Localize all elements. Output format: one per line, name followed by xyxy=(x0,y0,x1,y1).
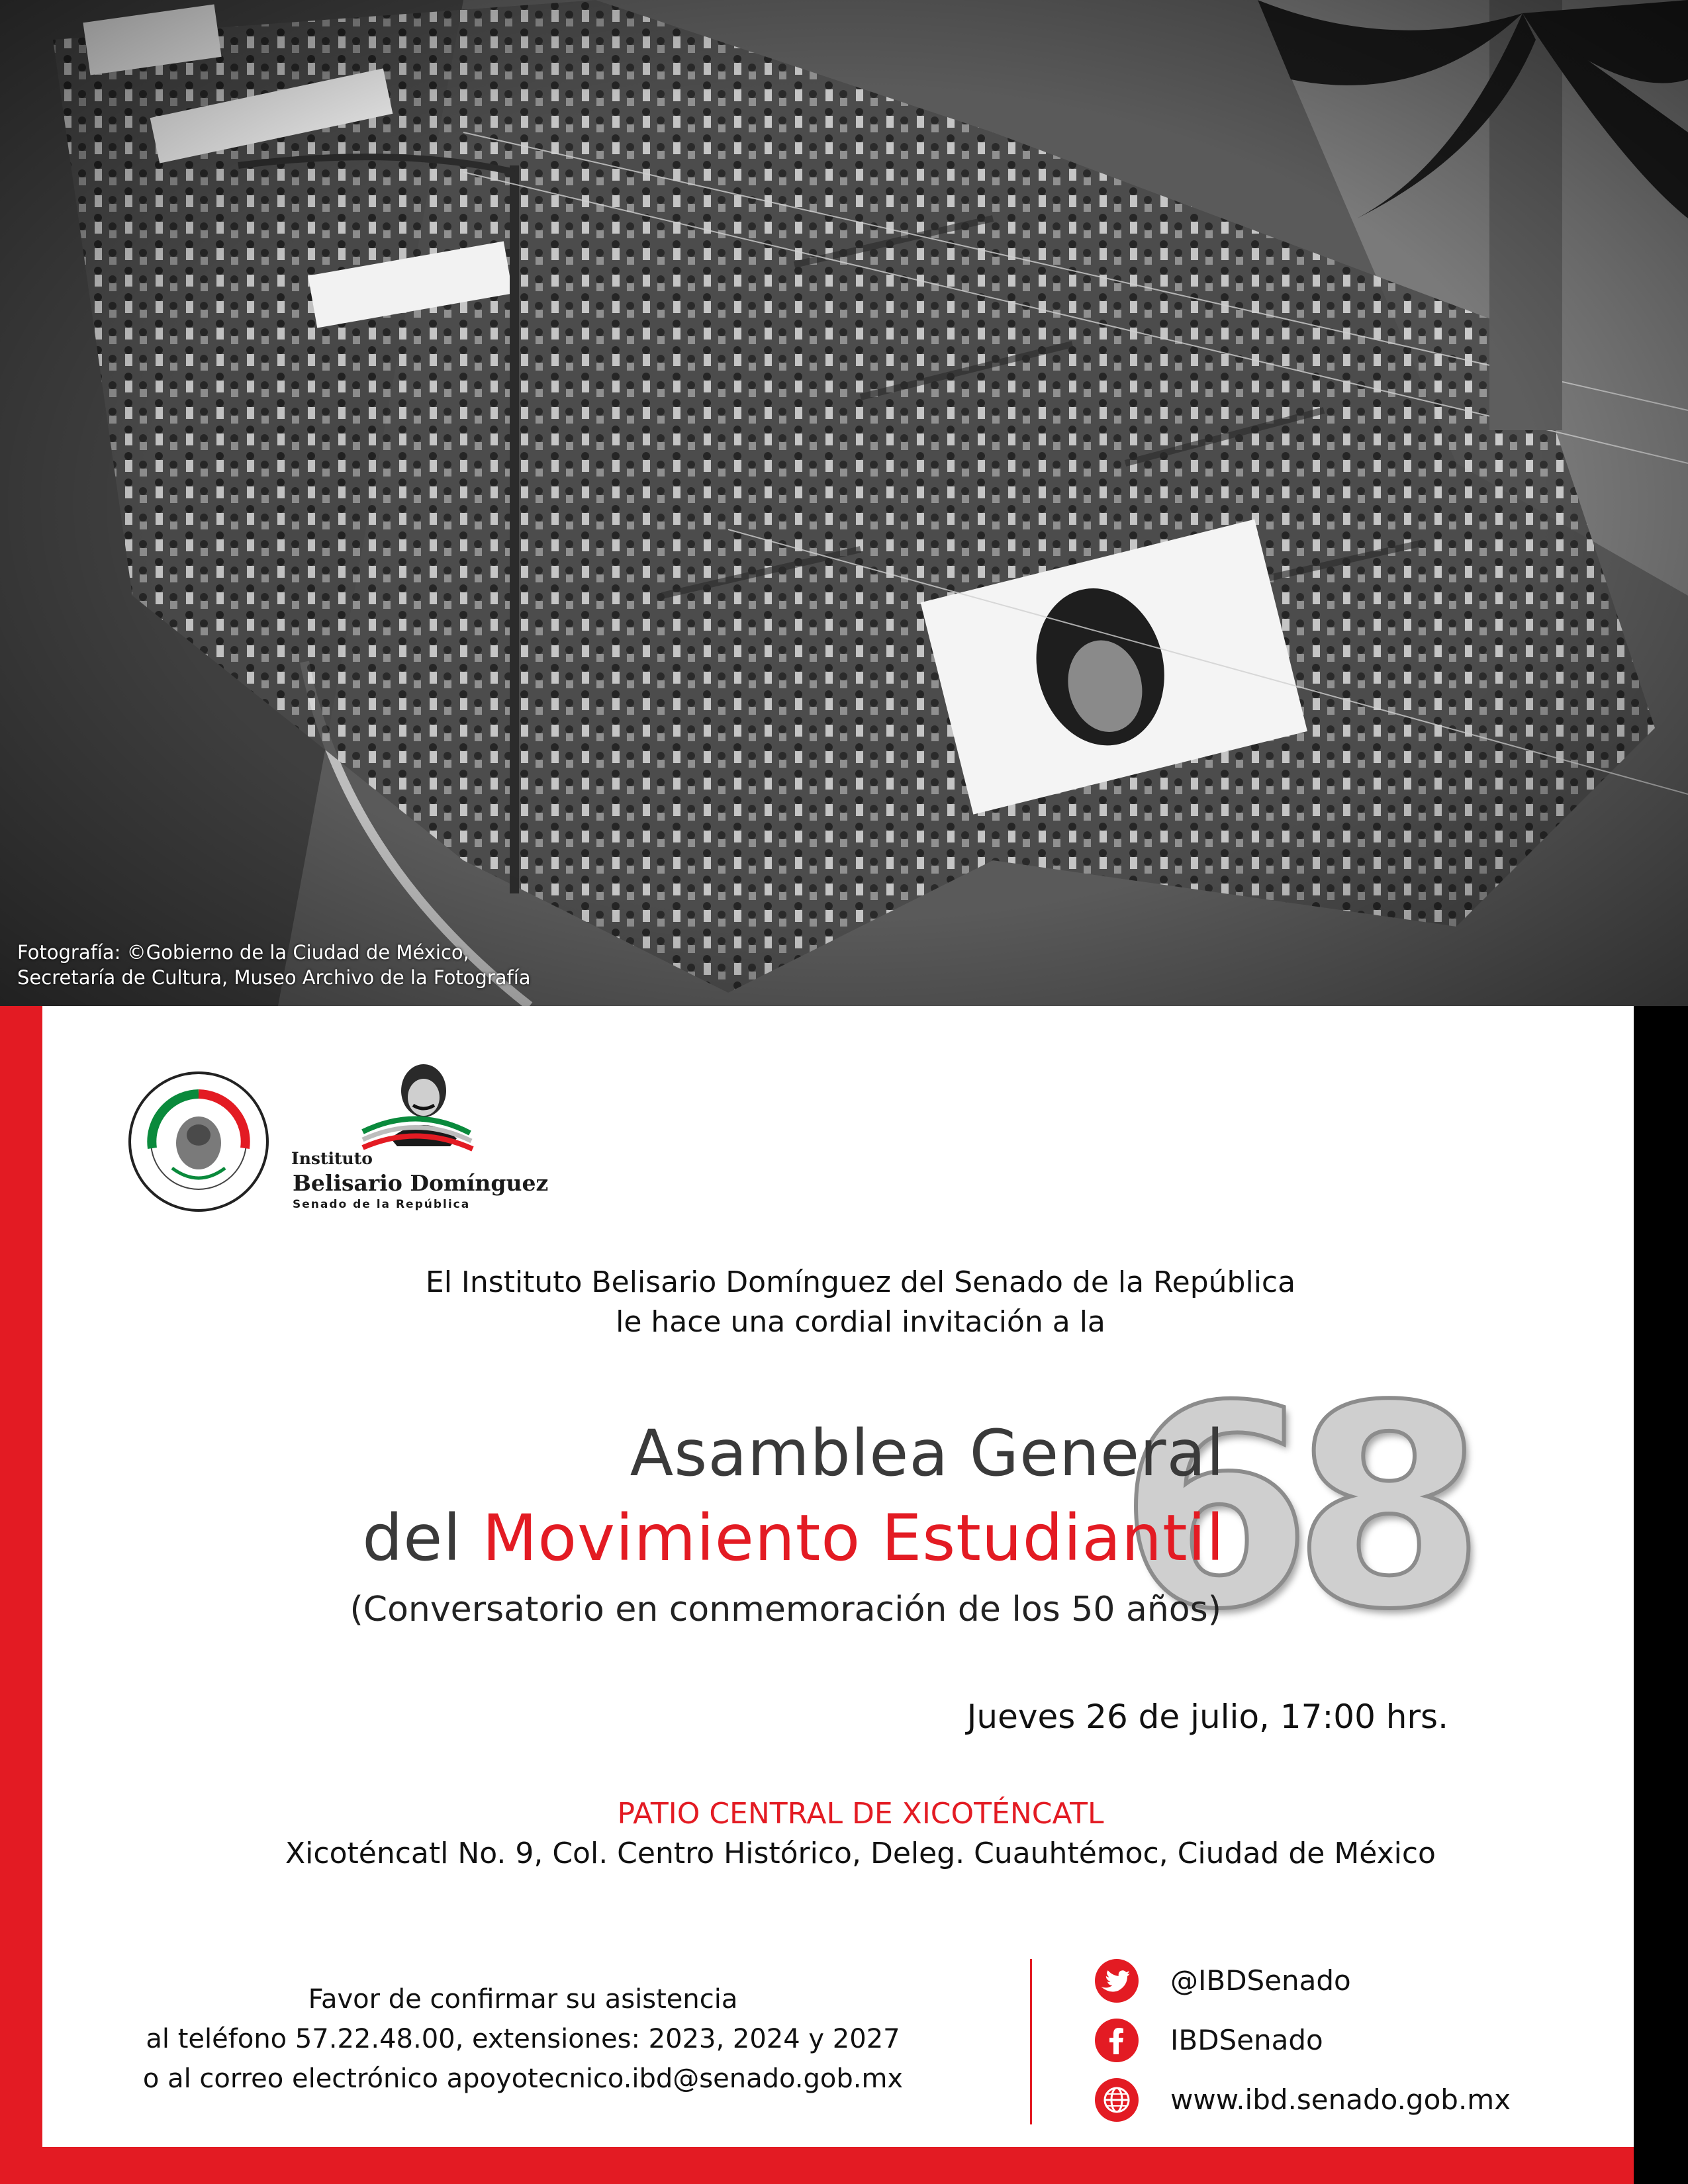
protest-march-photo xyxy=(0,0,1688,1006)
website-link[interactable]: www.ibd.senado.gob.mx xyxy=(1170,2083,1511,2116)
twitter-icon[interactable] xyxy=(1095,1959,1139,2003)
event-date: Jueves 26 de julio, 17:00 hrs. xyxy=(966,1698,1448,1736)
header-photo xyxy=(0,0,1688,1006)
photo-credit-line2: Secretaría de Cultura, Museo Archivo de la Fotografía xyxy=(17,966,531,989)
senado-seal-icon xyxy=(126,1069,271,1214)
left-red-border xyxy=(0,1006,42,2184)
ibd-logo-line1: Instituto xyxy=(291,1149,373,1168)
confirm-line2: al teléfono 57.22.48.00, extensiones: 2023, 2024 y 2027 xyxy=(146,2024,900,2054)
senado-seal-logo xyxy=(126,1069,271,1214)
event-title-line2 xyxy=(362,1501,1225,1575)
ibd-logo-line2: Belisario Domínguez xyxy=(293,1170,549,1196)
bottom-red-border xyxy=(0,2147,1634,2184)
right-black-border xyxy=(1634,1006,1688,2184)
event-title-line1: Asamblea General xyxy=(630,1416,1225,1490)
event-address: Xicoténcatl No. 9, Col. Centro Histórico, Deleg. Cuauhtémoc, Ciudad de México xyxy=(285,1837,1436,1870)
bottom-black-corner xyxy=(1634,2147,1688,2184)
globe-icon[interactable] xyxy=(1095,2078,1139,2122)
ibd-logo xyxy=(285,1059,549,1221)
photo-credit-line1: Fotografía: ©Gobierno de la Ciudad de México, xyxy=(17,941,469,964)
contact-divider xyxy=(1030,1959,1032,2124)
intro-line1: El Instituto Belisario Domínguez del Senado de la República xyxy=(425,1265,1296,1299)
facebook-icon[interactable] xyxy=(1095,2019,1139,2062)
intro-line2: le hace una cordial invitación a la xyxy=(616,1305,1105,1339)
event-venue: PATIO CENTRAL DE XICOTÉNCATL xyxy=(617,1797,1104,1831)
event-title-highlight: Movimiento Estudiantil xyxy=(482,1501,1225,1575)
big-68-graphic: 68 xyxy=(1119,1347,1466,1670)
confirm-line3: o al correo electrónico apoyotecnico.ibd@senado.gob.mx xyxy=(142,2064,904,2094)
event-subtitle: (Conversatorio en conmemoración de los 50 años) xyxy=(350,1590,1221,1629)
belisario-portrait-icon xyxy=(285,1059,510,1152)
ibd-logo-line3: Senado de la República xyxy=(293,1198,471,1211)
event-title-prefix: del xyxy=(362,1501,462,1575)
confirm-line1: Favor de confirmar su asistencia xyxy=(308,1984,738,2015)
facebook-handle[interactable]: IBDSenado xyxy=(1170,2024,1323,2056)
twitter-handle[interactable]: @IBDSenado xyxy=(1170,1964,1351,1997)
